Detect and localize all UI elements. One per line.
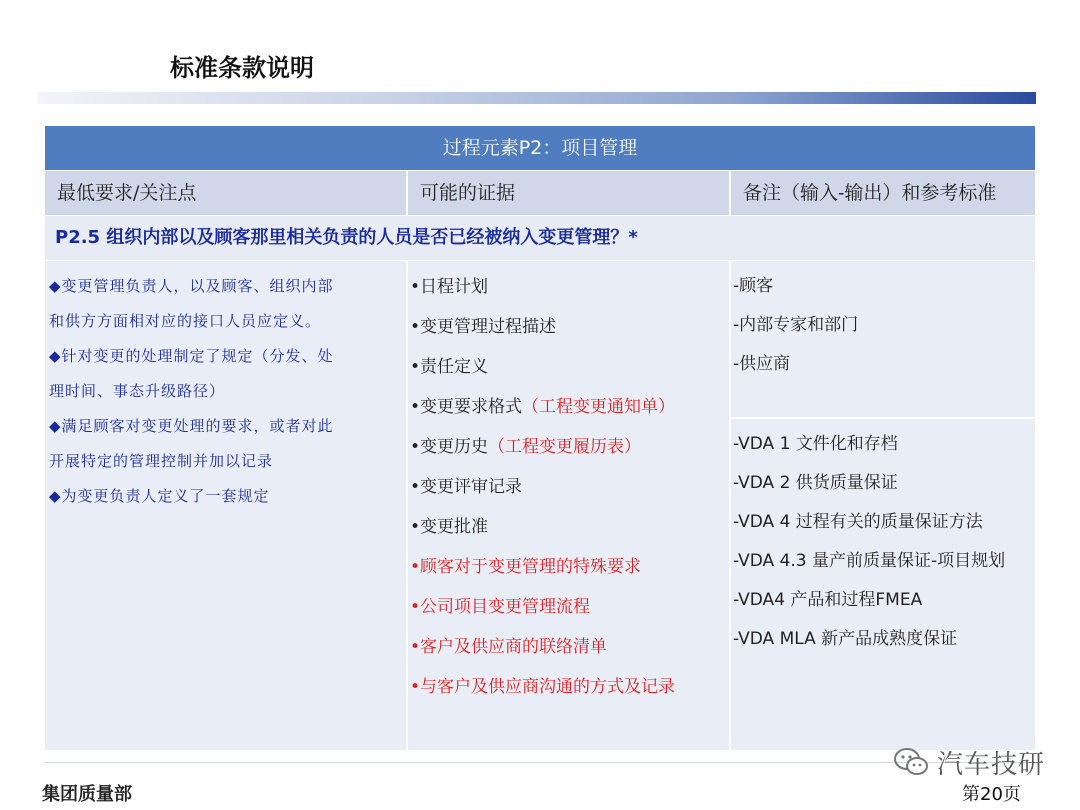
input-item: -内部专家和部门 — [733, 315, 859, 335]
evidence-item — [410, 627, 729, 667]
standard-item: -VDA 2 供货质量保证 — [733, 473, 898, 493]
clause-table — [45, 126, 1035, 750]
evidence-text: 变更历史 — [420, 437, 488, 457]
standards-list — [731, 419, 1035, 659]
standard-item: -VDA 1 文件化和存档 — [733, 434, 898, 454]
evidence-text: 责任定义 — [420, 357, 488, 377]
bullet-icon: • — [410, 437, 421, 457]
evidence-text: 与客户及供应商沟通的方式及记录 — [420, 677, 675, 697]
bullet-icon: • — [410, 277, 421, 297]
input-item: -顾客 — [733, 276, 774, 296]
bullet-icon: • — [410, 677, 421, 697]
evidence-text: 变更要求格式 — [420, 397, 522, 417]
standard-item: -VDA4 产品和过程FMEA — [733, 590, 923, 610]
footer-divider — [45, 762, 1035, 763]
evidence-text: 变更评审记录 — [420, 477, 522, 497]
requirement-line: 和供方方面相对应的接口人员应定义。 — [49, 312, 322, 330]
requirement-line: ◆满足顾客对变更处理的要求，或者对此 — [49, 417, 334, 435]
page-title: 标准条款说明 — [170, 54, 314, 82]
requirement-line: ◆为变更负责人定义了一套规定 — [49, 487, 270, 505]
bullet-icon: • — [410, 637, 421, 657]
footer-department: 集团质量部 — [42, 784, 132, 802]
evidence-item — [410, 587, 729, 627]
watermark — [893, 742, 1045, 782]
table-header: 过程元素P2：项目管理 — [45, 126, 1035, 170]
page-number: 第20页 — [962, 784, 1021, 805]
evidence-note: （工程变更通知单） — [522, 397, 675, 417]
evidence-item — [410, 387, 729, 427]
requirements-list — [45, 261, 406, 514]
standard-item: -VDA 4 过程有关的质量保证方法 — [733, 512, 983, 532]
inputs-cell — [731, 261, 1035, 417]
evidence-text: 顾客对于变更管理的特殊要求 — [420, 557, 641, 577]
evidence-item — [410, 427, 729, 467]
evidence-item — [410, 347, 729, 387]
evidence-item — [410, 467, 729, 507]
evidence-item — [410, 507, 729, 547]
column-header-requirements: 最低要求/关注点 — [45, 171, 406, 215]
requirement-line: ◆变更管理负责人，以及顾客、组织内部 — [49, 277, 334, 295]
input-item: -供应商 — [733, 354, 791, 374]
requirement-line: 理时间、事态升级路径） — [49, 382, 226, 400]
bullet-icon: • — [410, 517, 421, 537]
bullet-icon: • — [410, 397, 421, 417]
standard-item: -VDA 4.3 量产前质量保证-项目规划 — [733, 551, 1006, 571]
question-row: P2.5 组织内部以及顾客那里相关负责的人员是否已经被纳入变更管理？* — [45, 216, 1035, 260]
evidence-item — [410, 307, 729, 347]
column-header-row — [45, 171, 1035, 215]
evidence-text: 日程计划 — [420, 277, 488, 297]
evidence-item — [410, 667, 729, 707]
inputs-list — [731, 261, 1035, 384]
standards-cell — [731, 419, 1035, 750]
requirements-cell — [45, 261, 406, 750]
evidence-cell — [408, 261, 729, 750]
evidence-item — [410, 547, 729, 587]
requirement-line: 开展特定的管理控制并加以记录 — [49, 452, 274, 470]
standard-item: -VDA MLA 新产品成熟度保证 — [733, 629, 958, 649]
evidence-text: 客户及供应商的联络清单 — [420, 637, 607, 657]
evidence-text: 变更批准 — [420, 517, 488, 537]
bullet-icon: • — [410, 317, 421, 337]
evidence-list — [408, 261, 729, 707]
requirement-line: ◆针对变更的处理制定了规定（分发、处 — [49, 347, 334, 365]
wechat-icon — [893, 746, 929, 778]
evidence-text: 公司项目变更管理流程 — [420, 597, 590, 617]
evidence-item — [410, 267, 729, 307]
column-header-evidence: 可能的证据 — [408, 171, 729, 215]
bullet-icon: • — [410, 477, 421, 497]
bullet-icon: • — [410, 357, 421, 377]
evidence-note: （工程变更履历表） — [488, 437, 641, 457]
watermark-text: 汽车技研 — [937, 749, 1046, 780]
column-header-remarks: 备注（输入-输出）和参考标准 — [731, 171, 1035, 215]
bullet-icon: • — [410, 597, 421, 617]
title-underline-bar — [38, 92, 1036, 104]
bullet-icon: • — [410, 557, 421, 577]
evidence-text: 变更管理过程描述 — [420, 317, 556, 337]
